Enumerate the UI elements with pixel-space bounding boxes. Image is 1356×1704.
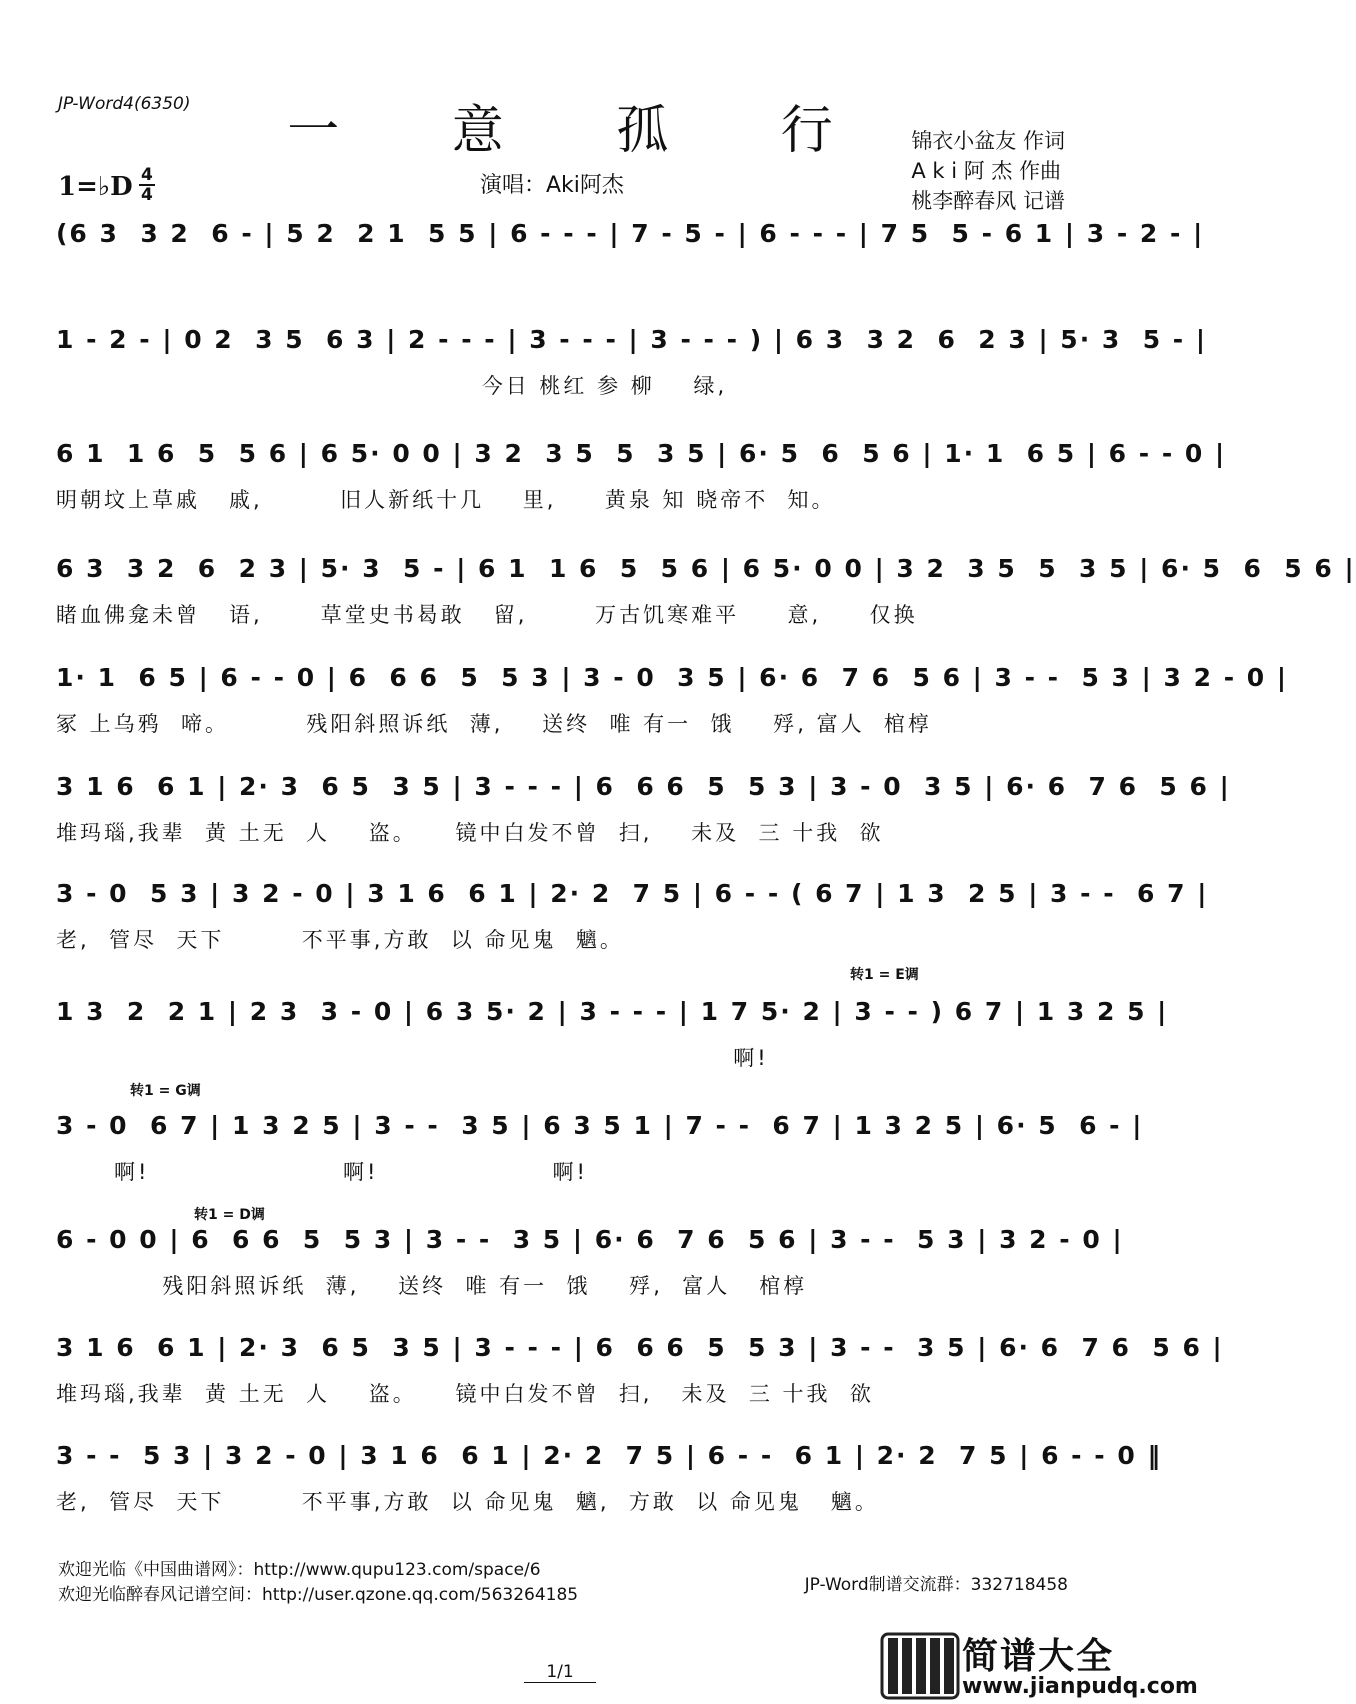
lyrics-line: 啊! 啊! 啊! — [56, 1160, 588, 1184]
notes-line: 6 3 3 2 6 2 3 | 5· 3 5 - | 6 1 1 6 5 5 6 | 6 5· 0 0 | 3 2 3 5 5 3 5 | 6· 5 6 5 6 | — [56, 554, 1356, 583]
transcriber-credit: 桃李醉春风 记谱 — [911, 189, 1065, 213]
notes-line: 6 - 0 0 | 6 6 6 5 5 3 | 3 - - 3 5 | 6· 6 7 6 5 6 | 3 - - 5 3 | 3 2 - 0 | — [56, 1225, 1124, 1254]
modulation-label: 转1 = G调 — [130, 1083, 201, 1099]
page-number-text: 1/1 — [524, 1662, 595, 1683]
composer-credit: A k i 阿 杰 作曲 — [911, 159, 1062, 183]
modulation-label: 转1 = D调 — [194, 1207, 265, 1223]
exchange-group: JP-Word制谱交流群：332718458 — [804, 1575, 1068, 1595]
qzone-link[interactable]: 欢迎光临醉春风记谱空间：http://user.qzone.qq.com/563264185 — [58, 1585, 579, 1605]
lyrics-line: 明朝坟上草戚 戚, 旧人新纸十几 里, 黄泉 知 晓帝不 知。 — [56, 488, 836, 512]
lyricist-credit: 锦衣小盆友 作词 — [911, 129, 1065, 153]
lyrics-line: 老, 管尽 天下 不平事,方敢 以 命见鬼 魑。 — [56, 928, 624, 952]
logo-site: www.jianpudq.com — [962, 1674, 1198, 1699]
lyrics-line: 老, 管尽 天下 不平事,方敢 以 命见鬼 魑, 方敢 以 命见鬼 魑。 — [56, 1490, 879, 1514]
site-logo — [880, 1628, 1198, 1704]
lyrics-line: 今日 桃红 参 柳 绿, — [56, 374, 728, 398]
notes-line: 3 - - 5 3 | 3 2 - 0 | 3 1 6 6 1 | 2· 2 7 5 | 6 - - 6 1 | 2· 2 7 5 | 6 - - 0 ‖ — [56, 1441, 1162, 1470]
time-signature — [139, 166, 155, 204]
notes-line: (6 3 3 2 6 - | 5 2 2 1 5 5 | 6 - - - | 7 - 5 - | 6 - - - | 7 5 5 - 6 1 | 3 - 2 - | — [56, 219, 1205, 248]
credits — [911, 126, 1065, 216]
lyrics-line: 堆玛瑙,我辈 黄 土无 人 盗。 镜中白发不曾 扫, 未及 三 十我 欲 — [56, 821, 884, 845]
notes-line: 1 3 2 2 1 | 2 3 3 - 0 | 6 3 5· 2 | 3 - - - | 1 7 5· 2 | 3 - - ) 6 7 | 1 3 2 5 | — [56, 997, 1169, 1026]
modulation-label: 转1 = E调 — [850, 967, 919, 983]
lyrics-line: 睹血佛龛未曾 语, 草堂史书曷敢 留, 万古饥寒难平 意, 仅换 — [56, 603, 918, 627]
time-numerator: 4 — [141, 165, 153, 185]
time-denominator: 4 — [141, 185, 153, 205]
lyrics-line: 冢 上乌鸦 啼。 残阳斜照诉纸 薄, 送终 唯 有一 饿 殍, 富人 棺椁 — [56, 712, 932, 736]
song-title: 一 意 孤 行 — [287, 101, 881, 161]
notes-line: 3 - 0 6 7 | 1 3 2 5 | 3 - - 3 5 | 6 3 5 1 | 7 - - 6 7 | 1 3 2 5 | 6· 5 6 - | — [56, 1111, 1144, 1140]
lyrics-line: 啊! — [56, 1046, 769, 1070]
notes-line: 3 1 6 6 1 | 2· 3 6 5 3 5 | 3 - - - | 6 6 6 5 5 3 | 3 - 0 3 5 | 6· 6 7 6 5 6 | — [56, 772, 1231, 801]
qupu-link[interactable]: 欢迎光临《中国曲谱网》：http://www.qupu123.com/space/6 — [58, 1560, 541, 1580]
key-signature: 1=♭D — [58, 172, 133, 202]
notes-line: 3 1 6 6 1 | 2· 3 6 5 3 5 | 3 - - - | 6 6 6 5 5 3 | 3 - - 3 5 | 6· 6 7 6 5 6 | — [56, 1333, 1224, 1362]
footer-links — [58, 1558, 578, 1608]
notes-line: 3 - 0 5 3 | 3 2 - 0 | 3 1 6 6 1 | 2· 2 7 5 | 6 - - ( 6 7 | 1 3 2 5 | 3 - - 6 7 | — [56, 879, 1209, 908]
notes-line: 6 1 1 6 5 5 6 | 6 5· 0 0 | 3 2 3 5 5 3 5 | 6· 5 6 5 6 | 1· 1 6 5 | 6 - - 0 | — [56, 439, 1227, 468]
singer-label: 演唱：Aki阿杰 — [480, 173, 624, 198]
software-label: JP-Word4(6350) — [58, 94, 191, 114]
notes-line: 1 - 2 - | 0 2 3 5 6 3 | 2 - - - | 3 - - - | 3 - - - ) | 6 3 3 2 6 2 3 | 5· 3 5 - | — [56, 325, 1208, 354]
notes-line: 1· 1 6 5 | 6 - - 0 | 6 6 6 5 5 3 | 3 - 0 3 5 | 6· 6 7 6 5 6 | 3 - - 5 3 | 3 2 - 0 | — [56, 663, 1288, 692]
piano-keys-icon — [880, 1632, 960, 1700]
lyrics-line: 残阳斜照诉纸 薄, 送终 唯 有一 饿 殍, 富人 棺椁 — [56, 1274, 808, 1298]
lyrics-line: 堆玛瑙,我辈 黄 土无 人 盗。 镜中白发不曾 扫, 未及 三 十我 欲 — [56, 1382, 874, 1406]
logo-brand: 简谱大全 — [962, 1636, 1115, 1677]
